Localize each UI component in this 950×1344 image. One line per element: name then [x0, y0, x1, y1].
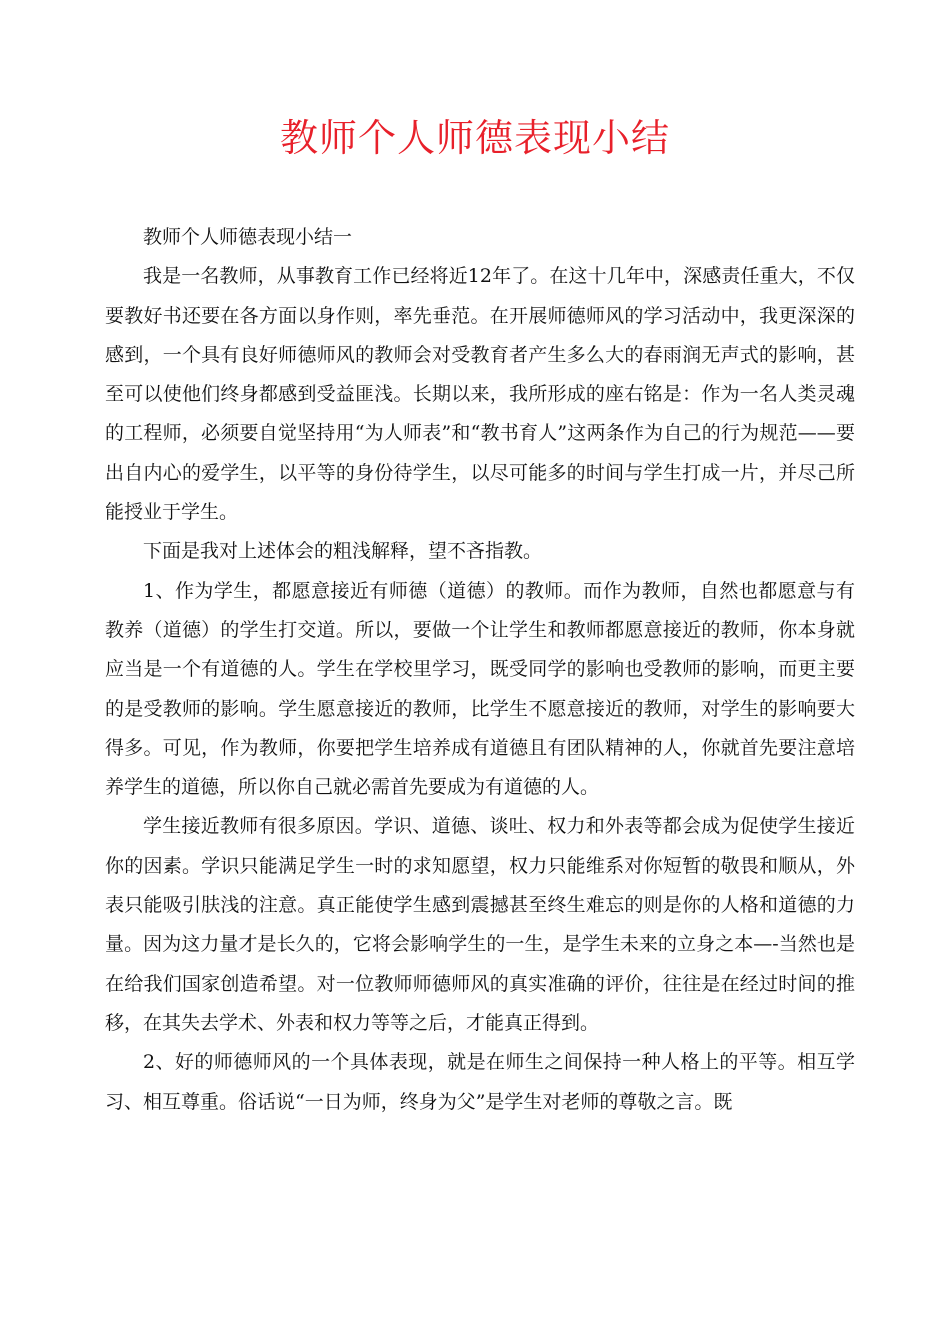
paragraph: 2、好的师德师风的一个具体表现，就是在师生之间保持一种人格上的平等。相互学习、相互尊重。俗话说“一日为师，终身为父”是学生对老师的尊敬之言。既	[105, 1051, 855, 1113]
paragraph: 下面是我对上述体会的粗浅解释，望不吝指教。	[143, 540, 543, 563]
paragraph: 我是一名教师，从事教育工作已经将近12年了。在这十几年中，深感责任重大，不仅要教好书还要在各方面以身作则，率先垂范。在开展师德师风的学习活动中，我更深深的感到，一个具有良好师德师风的教师会对受教育者产生多么大的春雨润无声式的影响，甚至可以使他们终身都感到受益匪浅。长期以来，我所形成的座右铭是：作为一名人类灵魂的工程师，必须要自觉坚持用“为人师表”和“教书育人”这两条作为自己的行为规范——要出自内心的爱学生，以平等的身份待学生，以尽可能多的时间与学生打成一片，并尽己所能授业于学生。	[105, 265, 855, 524]
paragraph: 1、作为学生，都愿意接近有师德（道德）的教师。而作为教师，自然也都愿意与有教养（道德）的学生打交道。所以，要做一个让学生和教师都愿意接近的教师，你本身就应当是一个有道德的人。学生在学校里学习，既受同学的影响也受教师的影响，而更主要的是受教师的影响。学生愿意接近的教师，比学生不愿意接近的教师，对学生的影响要大得多。可见，作为教师，你要把学生培养成有道德且有团队精神的人，你就首先要注意培养学生的道德，所以你自己就必需首先要成为有道德的人。	[105, 579, 855, 799]
document-title: 教师个人师德表现小结	[279, 116, 670, 160]
paragraph: 学生接近教师有很多原因。学识、道德、谈吐、权力和外表等都会成为促使学生接近你的因素。学识只能满足学生一时的求知愿望，权力只能维系对你短暂的敬畏和顺从，外表只能吸引肤浅的注意。真正能使学生感到震撼甚至终生难忘的则是你的人格和道德的力量。因为这力量才是长久的，它将会影响学生的一生，是学生未来的立身之本—-当然也是在给我们国家创造希望。对一位教师师德师风的真实准确的评价，往往是在经过时间的推移，在其失去学术、外表和权力等等之后，才能真正得到。	[105, 815, 855, 1034]
section-heading: 教师个人师德表现小结一	[143, 226, 353, 248]
document-body	[105, 218, 855, 1122]
